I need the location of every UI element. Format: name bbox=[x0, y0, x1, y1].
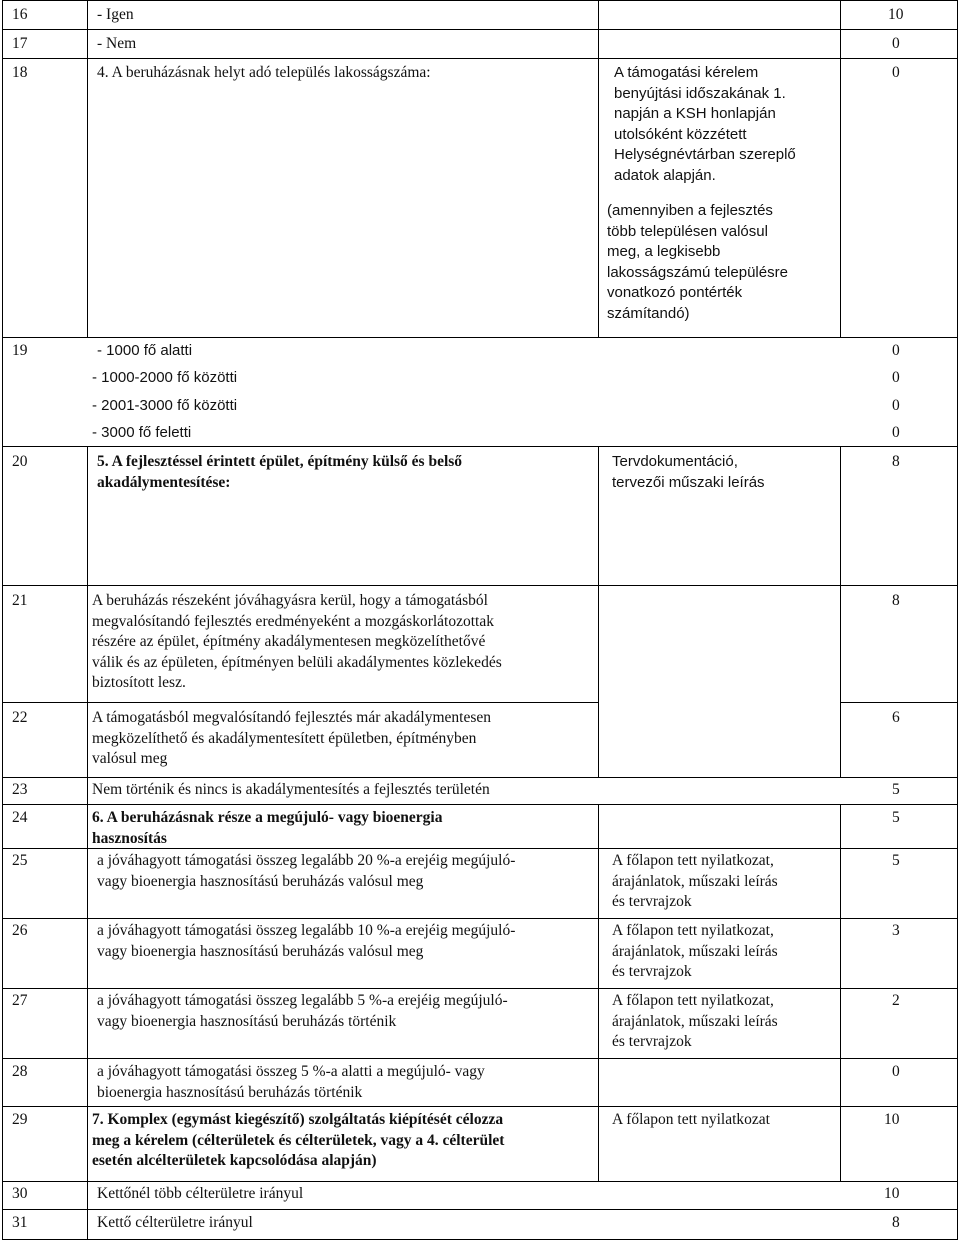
row-score: 5 bbox=[892, 781, 900, 798]
row-score: 5 bbox=[892, 852, 900, 869]
row-text: a jóváhagyott támogatási összeg 5 %-a alatti a megújuló- vagy bioenergia hasznosítású beruházás történik bbox=[97, 1063, 485, 1101]
row-text: - Nem bbox=[97, 35, 137, 52]
row-rule bbox=[2, 1181, 958, 1182]
row-text: a jóváhagyott támogatási összeg legalább 10 %-a erejéig megújuló- vagy bioenergia hasznosítású beruházás valósul meg bbox=[97, 922, 516, 960]
row-text: a jóváhagyott támogatási összeg legalább 5 %-a erejéig megújuló- vagy bioenergia hasznosítású beruházás történik bbox=[97, 992, 508, 1030]
row-number: 24 bbox=[12, 809, 28, 826]
sub-row-text: - 1000-2000 fő közötti bbox=[92, 369, 238, 386]
row-score: 10 bbox=[884, 1111, 900, 1128]
row-number: 22 bbox=[12, 709, 28, 726]
row-text: A beruházás részeként jóváhagyásra kerül, hogy a támogatásból megvalósítandó fejlesztés eredményeként a mozgáskorlátozottak részére az épület, építmény akadálymentesen megközelíthetővé válik és az épületen, építményen belüli akadálymentes közlekedés biztosított lesz. bbox=[92, 592, 502, 691]
row-number: 31 bbox=[12, 1214, 28, 1231]
row-score: 2 bbox=[892, 992, 900, 1009]
row-rule bbox=[2, 1058, 958, 1059]
row-text: 5. A fejlesztéssel érintett épület, építmény külső és belső akadálymentesítése: bbox=[97, 453, 463, 491]
row-score: 10 bbox=[888, 6, 904, 23]
border-right bbox=[957, 0, 958, 1239]
col-sep-text bbox=[598, 446, 599, 777]
row-number: 21 bbox=[12, 592, 28, 609]
row-number: 28 bbox=[12, 1063, 28, 1080]
row-score: 3 bbox=[892, 922, 900, 939]
border-left bbox=[2, 0, 3, 1239]
row-rule bbox=[2, 777, 958, 778]
row-score: 8 bbox=[892, 453, 900, 470]
col-sep-basis bbox=[840, 804, 841, 1181]
sub-row-text: - 1000 fő alatti bbox=[97, 342, 193, 359]
row-basis: A főlapon tett nyilatkozat, árajánlatok, műszaki leírás és tervrajzok bbox=[612, 922, 778, 980]
row-number: 20 bbox=[12, 453, 28, 470]
col-sep-basis bbox=[840, 446, 841, 777]
sub-row-score: 0 bbox=[892, 342, 900, 359]
row-text: - Igen bbox=[97, 6, 134, 23]
row-rule bbox=[2, 29, 958, 30]
row-number: 18 bbox=[12, 64, 28, 81]
row-score: 0 bbox=[892, 1063, 900, 1080]
row-basis: A főlapon tett nyilatkozat, árajánlatok, műszaki leírás és tervrajzok bbox=[612, 992, 778, 1050]
row-text: Kettőnél több célterületre irányul bbox=[97, 1185, 304, 1202]
sub-row-score: 0 bbox=[892, 424, 900, 441]
row-number: 19 bbox=[12, 342, 28, 359]
row-text: A támogatásból megvalósítandó fejlesztés már akadálymentesen megközelíthető és akadálymentesített épületben, építményben valósul meg bbox=[92, 709, 491, 767]
row-number: 16 bbox=[12, 6, 28, 23]
row-basis: Tervdokumentáció, tervezői műszaki leírás bbox=[612, 453, 765, 491]
sub-row-text: - 3000 fő feletti bbox=[92, 424, 192, 441]
row-number: 17 bbox=[12, 35, 28, 52]
row-score: 8 bbox=[892, 1214, 900, 1231]
row-basis: A főlapon tett nyilatkozat bbox=[612, 1111, 770, 1128]
row-number: 27 bbox=[12, 992, 28, 1009]
row-number: 30 bbox=[12, 1185, 28, 1202]
sub-row-score: 0 bbox=[892, 397, 900, 414]
row-rule bbox=[2, 1239, 958, 1240]
row-rule bbox=[2, 702, 598, 703]
col-sep-num bbox=[87, 446, 88, 1239]
row-number: 25 bbox=[12, 852, 28, 869]
col-sep-num bbox=[87, 0, 88, 337]
row-score: 0 bbox=[892, 35, 900, 52]
col-sep-basis bbox=[840, 0, 841, 337]
row-basis: A támogatási kérelem benyújtási időszakának 1. napján a KSH honlapján utolsóként közzétett Helységnévtárban szereplő adatok alapján. bbox=[614, 64, 796, 184]
col-sep-text bbox=[598, 0, 599, 337]
col-sep-text bbox=[598, 804, 599, 1181]
row-rule bbox=[2, 804, 958, 805]
row-number: 29 bbox=[12, 1111, 28, 1128]
row-rule bbox=[2, 988, 958, 989]
row-number: 26 bbox=[12, 922, 28, 939]
row-basis-note: (amennyiben a fejlesztés több településen valósul meg, a legkisebb lakosságszámú településre vonatkozó pontérték számítandó) bbox=[607, 202, 788, 322]
sub-row-score: 0 bbox=[892, 369, 900, 386]
row-score: 6 bbox=[892, 709, 900, 726]
row-score: 0 bbox=[892, 64, 900, 81]
row-number: 23 bbox=[12, 781, 28, 798]
row-score: 10 bbox=[884, 1185, 900, 1202]
sub-row-text: - 2001-3000 fő közötti bbox=[92, 397, 238, 414]
row-text: Kettő célterületre irányul bbox=[97, 1214, 253, 1231]
row-rule bbox=[2, 1209, 958, 1210]
row-text: a jóváhagyott támogatási összeg legalább 20 %-a erejéig megújuló- vagy bioenergia hasznosítású beruházás valósul meg bbox=[97, 852, 516, 890]
row-rule bbox=[840, 702, 958, 703]
row-text: 6. A beruházásnak része a megújuló- vagy bioenergia hasznosítás bbox=[92, 809, 443, 847]
row-rule bbox=[2, 0, 958, 1]
row-rule bbox=[2, 337, 958, 338]
row-rule bbox=[2, 585, 958, 586]
row-rule bbox=[2, 1106, 958, 1107]
row-rule bbox=[2, 58, 958, 59]
row-basis: A főlapon tett nyilatkozat, árajánlatok, műszaki leírás és tervrajzok bbox=[612, 852, 778, 910]
row-score: 5 bbox=[892, 809, 900, 826]
row-rule bbox=[2, 918, 958, 919]
row-score: 8 bbox=[892, 592, 900, 609]
row-text: 7. Komplex (egymást kiegészítő) szolgáltatás kiépítését célozza meg a kérelem (célterületek és célterületek, vagy a 4. célterület esetén alcélterületek kapcsolódása alapján) bbox=[92, 1111, 505, 1169]
row-text: Nem történik és nincs is akadálymentesítés a fejlesztés területén bbox=[92, 781, 490, 798]
row-text: 4. A beruházásnak helyt adó település lakosságszáma: bbox=[97, 64, 431, 81]
row-rule bbox=[2, 446, 958, 447]
